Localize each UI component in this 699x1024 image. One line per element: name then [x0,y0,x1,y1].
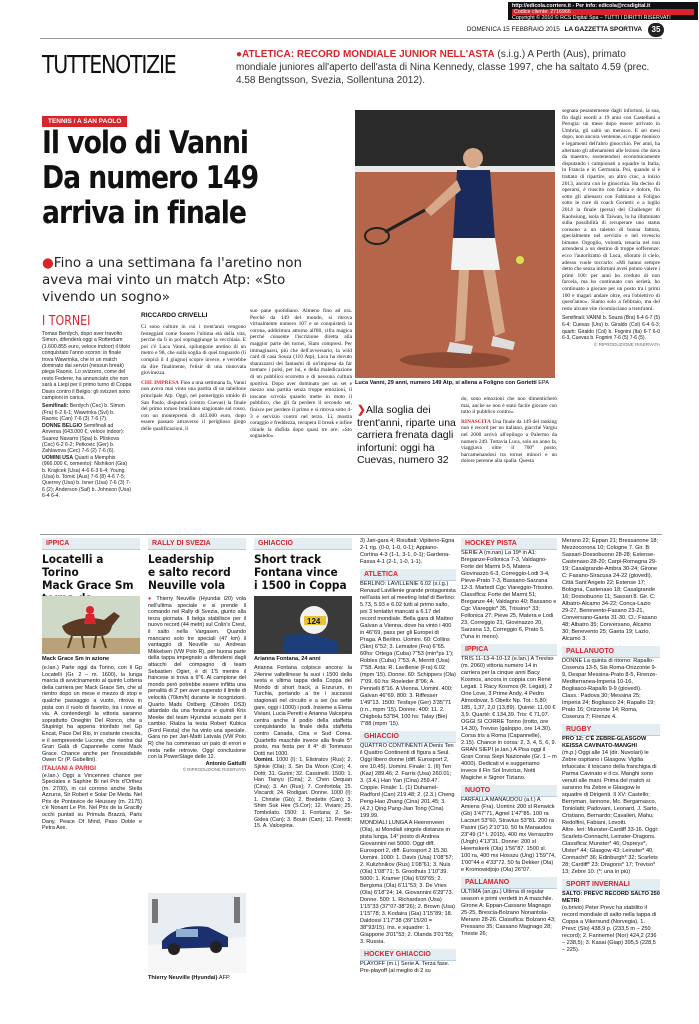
section-header-rally: RALLY DI SVEZIA [148,538,246,550]
brief-text: 3) Jari-gara 4; Risultati: Vipiteno-Egna 2-1 rig. (0-0, 1-0, 0-1); Appiano-Cortina 4-3 (1-1, 3-1, 0-1); Gardena-Fassa 4-1 (2-1, 1-0, 1-1). [360,538,455,565]
article-paragraph: (e.lan.) Parte oggi da Torino, con il Gp Locatelli (Gr. 2 – m. 1600), la lunga marcia di avvicinamento al quinto Lotteria della carriera per Mack Grace Sm, che al rientro dopo un mese e mezzo di stop e qualche passaggio a vuoto, ritrova in pista con il ruolo di favorito, tra i nove al via. A contendergli la vittoria saranno soprattutto Oneghin Del Ronco, che a Stupinigi ha appena trionfato nel Gp Encat, Pace Del Rio, in costante crescita, e il sempreverde Lucone, che rientra dal Gran Galà di Capannelle come Mack Grace. Chance anche per l'inossidabile Owen Cr (P. Gubellini). [42,665,142,764]
rights-notice: © RIPRODUZIONE RISERVATA [182,767,246,773]
article-title: Short track Fontana vince i 1500 in Coppa [254,552,347,592]
article-body [42,665,142,965]
sidebar-title: I TORNEI [42,314,91,329]
article-paragraph: suo pane quotidiano. Almeno fino ad ora. Perché da 149 del mondo, si ritrova virtualmente numero 107 e se conquisterà la corona, addirittura attorno all'80, cifra magica perché consente l'iscrizione diretta alla maggior parte dei tornei, Slam compresi. Per immaginarsi, più che dell'avversario, la wild card di casa Souza (110 Atp), Luca ha dovuto sbarazzarsi dei fantasmi di un'impresa da far tremare i polsi, per lui, e della maledicazione di un pubblico scorretto e di nessuna cultura sportiva. Dopo aver dominato per un set e mezzo una partita senza troppe emozioni, il toscano scivola quando mette in moto il pubblico, che gli fa perdere il secondo set, finisce per perdere il primo e si ritrova sotto 4-3 e servizio contro nel terzo. Lì, mostra coraggio e freddezza, recupera il break e infine chiude la disfida dopo quasi tre ore: «Sto sognando». [250,308,352,440]
section-header-nuoto: NUOTO [461,785,557,797]
client-code: Codice cliente: 2716966 [512,9,694,15]
article-title: Leadership e salto record Neuville vola [148,552,231,592]
photo-caption: Mack Grace Sm in azione [42,656,110,662]
copyright-url: http://edicola.corriere.it - Per info: edicola@rcsdigital.it [512,3,651,9]
skater-illustration [254,596,352,654]
photo-caption: Arianna Fontana, 24 anni [254,656,321,662]
rights-notice: © RIPRODUZIONE RISERVATA [593,341,660,347]
section-divider [40,534,662,535]
brief-text: (o.brivio) Peter Prevc ha stabilito il record mondiale di salto nella tappa di Coppa a Vikersund (Norvegia). 1. Prevc (Slo) 438,9 p. (233,5 m – 250 record); 2. Fannemel (Nor) 424,2 (236 – 238,5); 3. Kasai (Giap) 395,5 (228,5 – 225). [562,905,657,953]
subhead: RINASCITA [461,418,491,425]
article-paragraph: Arianna Fontana colpisce ancora: la 24enne valtellinese fa suoi i 1500 della sesta e ultima tappa della Coppa del Mondo di short track, a Erzurum, in Turchia, portando a tre i successi stagionali nel circuito e a sei (su sette gare, oggi i 1000) i podi. Insieme a Elena Viviani, Lucia Peretti e Arianna Valcepina centra anche il podio della staffetta conquistando la finale della staffetta contro Canada, Cina e Sud Corea. Quartetto maschile invece alla finale 5° posto, ma festa per il 4° di Tommaso Dotti nei 1000. [254,665,352,757]
results-text: Semifinali: VANNI b. Souza (Bra) 6-4 6-7 (5) 6-4; Cuevas (Uru) b. Giraldo (Col) 6-4 6-3; quarti: Giraldo (Col) b. Fognini (Ita) 6-7 6-0 6-3, Cuevas b. Fognini 7-6 (5) 7-6 (5). [562,315,660,342]
photo-credit: EPA [538,380,549,386]
dateline [462,26,642,33]
bullet-icon: ● [236,49,243,60]
flash-text: (s.i.g.) A Perth (Aus), primato mondiale juniores all'aperto dell'asta di Nina Kennedy, classe 1997, che ha saltato 4.59 (prec. 4.58 Bengtsson, Svezia, Sollentuna 2012). [236,49,650,86]
section-header-ghiaccio: GHIACCIO [360,731,456,743]
flash-news [236,48,660,87]
bullet-icon: ● [148,596,154,602]
standfirst: ●Fino a una settimana fa l'aretino non aveva mai vinto un match Atp: «Sto vivendo un sogno» [42,255,303,305]
photo-credit: AFP [218,975,230,981]
result-text: Quarti a Memphis (966.000 €, cemento): Nishikori (Gia) b. Krajicek (Usa) 4-6 6-3 6-4; Young (Usa) b. Tomic (Aus) 7-6 (8) 4-6 7-5; Querrey (Usa) b. Isner (Usa) 7-6 (3) 7-6 (2); Anderson (Saf) b. Johnson (Usa) 6-4 6-4. [42,454,132,500]
result-label: Semifinali: [42,403,69,410]
brief-headline: SALTO: PREVC RECORD SALTO 250 METRI [562,891,660,904]
subhead: ITALIANI A PARIGI [42,764,96,772]
article-paragraph: Ci sono culture in cui i trent'anni vengono festeggiati come fossero l'ultima età della vita, perché da lì in poi sopraggiunge la vecchiaia. E poi c'è Luca Vanni, spilungone aretino di un metro e 98, che sulla soglia di quel traguardo (li compirà il 4 giugno) scopre invece, e verrebbe da dire finalmente, l'elisir di una rinnovata giovinezza. [141,324,246,377]
result-label: DONNE BELGIO [42,422,83,429]
headline-line: Il volo di Vanni [42,125,249,161]
article-column-2 [250,308,352,532]
section-header-atletica: ATLETICA [360,569,456,581]
rally-car-illustration [148,893,246,973]
brief-text: SERIE A (m.nan) La 19ª in A1: Breganze-Follonica 7-3, Valdagno-Forte dei Marmi 9-5, Matera-Giovinazzo 6-3, Correggio-Lodi 3-4, Pieve-Prato 7-3, Bassano-Sarzana 12-3. Martedì Cgc Viareggio-Trissino. Classifica: Forte dei Marmi 51; Breganze 44; Valdagno 40; Bassano e Cgc Viareggio* 35, Trissino* 33; Follonica 27; Pieve 25, Matera e Lodi 23, Correggio 21, Giovinazzo 20, Sarzana 13, Correggio 6, Prato 5. (*una in meno). [461,550,557,640]
section-header-ghiaccio: GHIACCIO [254,538,352,550]
article-paragraph: segnata pesantemente dagli infortuni, la sua, fin dagli esordi a 19 anni con Castellani a Perugia: un mese dopo essere arrivato in Umbria, gli saltò un menisco. E sei mesi dopo, non ancora ventenne, si ruppe menisco e legamenti dell'altro ginocchio. Per anni, ha alternato gli allenamenti alle lezioni che dava da maestro, sostenendosi economicamente disputando i campionati a squadre in Italia, in Francia e in Germania. Poi, quando si è trattato di ripartire, un altro crac, a inizio 2013, ancora con le ginocchia. Ha deciso di operarsi, è riuscito con fatica e dolore, fin sotto gli alienarsi con Fabbiano a Foligno sotto le cure di coach Gorietti: e a luglio 2014 la finale (persa) del Challenger di Kaohsiung, isola di Taiwan, lo ha illuminato sulla possibilità di recuperare uno status consono a un talento di buona fattura, specialmente nel servizio e nel rovescio bimane. Orgoglio, volontà, tenacia nel non arrendersi a un destino di troppe sofferenze: ecco l'autoritratto di Luca, sfiorato il cielo, adesso vuole toccarlo: «Mi hanno sempre detto che senza infortuni avrei potuto valere i primi 100: per anni ho creduto di non farcela, ma ho continuato con serietà, ho continuato a giocare per un posto tra i primi 100 e magari andare oltre, era l'obiettivo di quest'anno». Siamo solo a febbraio, ma del resto alcune vite ricominciano a trent'anni. [562,108,660,312]
sidebar-text: Tomas Berdych, dopo aver travolto Simon, difenderà oggi a Rotterdam (1.600.855 euro, veloce indoor) il titolo conquistato l'anno scorso: in finale trova Wawrinka, che in un match dominato dai servizi (nessun break) piega Raonic. Lo svizzero, come del resto Federer, ha annunciato che non sarà a Liegi per il primo turno di Coppa Davis contro il Belgio: gli svizzeri sono campioni in carica. [42,331,132,402]
section-header-hockey-ghiaccio: HOCKEY GHIACCIO [360,949,456,961]
article-body [254,665,352,1020]
article-paragraph: do, sono emozioni che non dimenticherò mai, anche se non è stato facile giocare con tutto il pubblico contro». [461,396,557,416]
brief-text: PLAYOFF (m.i.) Serie A. Terza fase. Pre-playoff (al meglio di 2 su [360,961,450,974]
article-title: Locatelli a Torino Mack Grace Sm [42,552,134,592]
brief-text: BERLINO: LAVILLENIE 6.02 (s.i.g.) Renaud Lavillenie grande protagonista nell'asta ieri al meeting Istaf di Berlino: 5.73, 5.93 e 6.02 tutti al primo salto, poi 3 tentativi mancati a 6.17 del record mondiale. Bella gara di Matteo Galvan a Vienna, dove ha vinto i 400 in 46"69, pass per gli Europei di Praga. A Berlino. Uomini. 60: Collins (Skn) 6"52; 3. Lemaitre (Fra) 6"65. 60hs: Ortega (Cuba) 7"53 (min*ps 1'); Robles (Cuba) 7"53. A. Merritt (Usa) 7"58. Asta: R. Lavillenie (Fra) 6.02 (mpm '15). Donne. 60: Schippers (Ola) 7"09. 60 hs: Roeleder 8"06; A. Pennelli 8"16. A Vienna. Uomini. 400: Galvan 46"69. 800: 3. Riffesser 1'49"13. 1500: Tesfaye (Ger) 3'35"71 (r.n., mpm '15). Donne. 400: 11. 2. Chigbolu 53"84. 100 hs: Talay (Bie) 7"88 (mpm '15). [360,581,456,727]
rally-photo [148,893,246,973]
result-label: UOMINI USA [42,454,74,461]
article-column-1 [141,324,246,532]
bullet-icon: ● [42,255,54,271]
brief-text: DONNE La quinta di ritorno: Rapallo-Cosenza 13-5, Sis Roma-Orizzonte 9-9, Despar Messina-Prato 8-5, Firenze-Mediterranea-Imperia 10-16, Bogliasco-Rapallo 9-9 (giovedì). Class.: Padova 30; Messina 25; Imperia 24; Bogliasco 24; Rapallo 19; Prato 16; Orizzonte 14; Roma, Cosenza 7; Firenze 4. [562,658,658,720]
brief-text: QUATTRO CONTINENTI A Denis Ten il Quattro Continenti di figura a Seul. Oggi libero donne (diff. Eurosport 2, ore 10.45). Uomini. Finale: 1. (II) Ten (Kaz) 289.46; 2. Farris (Usa) 260.01; 3. (3.4.) Han Yan (Cina) 259.47. Coppie. Finale: 1. (1) Duhamel-Radford (Can) 219.48; 2. (2.3.) Cheng Peng-Hao Zhang (Cina) 201.45; 3. (4.2.) Qing Pang-Jian Tong (Cina) 199.99. MONDIALI LUNGA A Heerenveen (Ola), ai Mondiali singole distanze in pista lunga, 14° posto di Andrea Giovannini nei 5000. Oggi diff. Eurosport 2, diff. Eurosport 2 15.30. Uomini. 1000: 1. Davis (Usa) 1'08"57; 2. Kulizhnikov (Rus) 1'08"61; 3. Nuis (Ola) 1'08"71; 5. Groothuis 1'10"39. 5000: 1. Kramer (Ola) 6'09"65; 2. Bergsma (Ola) 6'11"53; 3. De Vries (Ola) 6'18"24; 14. Giovannini 6'29"73. Donne. 500: 1. Richardson (Usa) 1'15"33 (37"07-38"26); 2. Brown (Usa) 1'15"78; 3. Kodaira (Gia) 1'15"89; 18. Daldossi 1'17"38 (39"15/20 = 38"93/15). Ins. e squadre: 1. Giappone 3'01"53; 2. Olanda 3'01"55; 3. Russia. [360,743,456,945]
kicker: TENNIS / A SAN PAOLO [42,110,127,128]
horse-photo [42,596,140,654]
copyright-bar [508,2,698,20]
section-header-sport-invernali: SPORT INVERNALI [562,879,660,891]
headline-line: arriva in finale [42,195,246,231]
article-paragraph: Fino a una settimana fa, Vanni non aveva mai vinto una partita di un tabellone principale Atp. Oggi, nel pomeriggio umido di San Paolo, disputerà (contro Cuevas) la finale del primo torneo brasiliano stagionale sul rosso, con un montepremi di 443.000 euro, dopo essere passato attraverso il periglioso giogo delle qualificazioni, il [141,379,246,432]
svg-text:124: 124 [307,617,321,626]
horse-illustration [42,596,140,654]
copyright-text: Copyright © 2010 © RCS Digital Spa – TUTTI I DIRITTI RISERVATI [512,15,671,21]
tennis-player-illustration [355,110,555,378]
paper-name: LA GAZZETTA SPORTIVA [564,26,642,33]
briefs-column-2 [461,538,557,1024]
section-header-rugby: RUGBY [562,724,660,736]
article-body [148,596,246,892]
flash-label: ATLETICA: RECORD MONDIALE JUNIOR NELL'ASTA [242,49,495,60]
section-header-ippica: IPPICA [42,538,140,550]
quote-mark-icon: ❯ [357,404,366,416]
article-paragraph: Una finale da 149 del ranking non è record per un italiano, giacché Vargiu nel 2000 arrivò all'epilogo a Palermo da numero 249. Tuttavia Luca, solo un anno fa, viaggiava oltre il 700° posto, barcamenandosi tra tornei minori e un dolore perenne alla spalla. Questa [461,418,557,465]
sidebar-tornei [42,331,132,500]
result-label: Uomini. [254,757,274,764]
brief-text: Merano 22; Eppan 21; Bressanone 18; Mezzocorona 10; Cologne 7. Gir. B: Sassari-Dossobuono 28-28; Estense-Castenaso 28-20; Carpi-Romagna 29-19; Casalgrande-Ambra 30-24; Girone C: Fasano-Siracusa 24-22 (giovedì). Città Sant'Angelo 22; Estense 17; Bologna, Castenaso 18; Casalgrande 16; Dossobuono 11; Sassari 8. Gir. C: Albatro-Alcamo 34-22; Conca-Lazio 29-27, Benevento-Fasano 23-21, Conversano-Gaeta 31-30. Cl.: Fasano 48; Albatro 35; Conversano, Alcamo 30; Benevento 25; Gaeta 19; Lazio, Alcamo 3. [562,538,659,642]
article-column-4 [562,108,660,528]
headline [42,126,309,231]
photo-caption: Luca Vanni, 29 anni, numero 149 Atp, si allena a Foligno con Gorietti EPA [355,380,549,386]
section-header-ippica: IPPICA [461,644,557,656]
brief-text: FARFALLA MANAUDOU (a.f.) A Amiens (Fra). Uomini: 200 sl Renwick (Gb) 1'47"71, Agnel 1'47"85. 100 ra Lacourt 53"60, Stravius 53"81. 200 ra Pasini (Gr) 2'10"10. 50 fa Manaudou 23"49 (1° t. 2015). 400 mx Verrasztro (Ungh) 4'13"31. Donne: 200 sl Heemskerk (Ola) 1'56"87. 1500 sl. 100 ra, 400 mx Hosszu (Ung) 1'59"74, 1'00"44 e 4'33"72. 50 fa Dekker (Ola) e Kromowidjojo (Ola) 26"07. [461,797,556,873]
brief-text: ULTIMA (an.gu.) Ultima di regular season e primi verdetti in A maschile. Girone A: Eppan-Cassano Magnago 25-25, Brescia-Bolzano Nonantola-Merano 28-26. Classifica: Bolzano 43; Pressano 35; Cassano Magnago 28; Trieste 26; [461,889,556,937]
brief-text: TRIS 11-13-4-10-12 (e.lan.) A Treviso (m. 2060) vittoria numero 14 in carriera per la cinque anni Bacy Kosmos, ancora in coppia con René Legati. 1 Racy Kosmos (R. Legati), 2 One Love, 3 Prime Andy, 4 Pedro Almodovar, 5 Obelix Np. Tot.: 5,80; 185, 1,37, 2,0 (13,89). Quinté: 11,00 € 3,9. Quarté: € 134,39. Tris: € 71,07. OGGI SI CORRE Torino (trotto, ore 14.30), Treviso (galoppo, ore 14.30). Corsa tris a Roma (Capannelle), 2.15). Chance in corsa: 2, 3, 4, 5, 6, 9. GRAN SIEPI (e.lan.) A Pisa oggi il Gran Corsa Siepi Nazionale (Gr. 1 – m 4000). Dedicati vi e suggeriamo invece il Fin Sol Invictus, Notti Magiche e Signor Tiziano. [461,656,557,781]
subhead: CHE IMPRESA [141,379,179,386]
article-column-3 [461,396,557,532]
section-header-pallanuoto: PALLANUOTO [562,646,660,658]
issue-date: DOMENICA 15 FEBBRAIO 2015 [466,26,560,33]
result-text: Berdych (Cec) b. Simon (Fra) 6-2 6-1; Wawrinka (Svi) b. Raonic (Can) 7-6 (3) 7-6 (7). [42,403,125,423]
section-title: TUTTENOTIZIE [42,50,176,79]
pull-quote: ❯Alla soglia dei trent'anni, riparte una carriera frenata dagli infortuni: oggi ha Cuevas, numero 32 [357,404,456,466]
header-rule [40,38,662,39]
briefs-column-1 [360,538,456,1024]
article-paragraph: Thierry Neuville (Hyundai i20) vola nell'ultima speciale e si prende il comando nel Rally di Svezia, giunto alla terza giornata. Il belga stabilisce per il nuovo record (44 metri) sul Colin's Crest, il salto nella Vargasen. Quando mancano solo tre speciali (47 km) il vantaggio di Neuville su Andreas Mikkelsen (VW Polo R), per buona parte della tappa impegnato a difendersi dagli attacchi del compagno di team Sebastien Ogier, è di 1'5 mentre il francese si trova a 9"6. Al campione del mondo però potrebbe essere inflitta una penalità di 2' per aver superato il limite di velocità (70km/h) durante le ricognizioni. Quarto Mads Ostberg (Citroën DS3) attardato da una foratura e quindi Kris Meeke del team Hyundai scusato per il cambio. Rialza la testa Robert Kubica (Ford Fiesta) che ha vinto una speciale. Gara no per Jari-Matti Latvala (VW Polo R) che ha commesso un paio di errori e resta nelle retrovie. Oggi conclusione con la PowerStage delle 12. [148,596,246,761]
article-paragraph: (e.lan.) Oggi a Vincennes chance per Speciales e Saphire Bi nel Prix d'Orthez (m. 2700), in cui corrono anche Stella Azzurra, Sir Robert e Solar De Meda. Nel Prix de Pontavice de Heussey (m. 2175) c'è Nonant Le Pin. Nel Prix de la Gracilly occhi puntati su Primula Brazzà, Paris Dany, Peace Of Mind, Paso Doble e Petra Axe. [42,772,142,832]
headline-line: Da numero 149 [42,160,259,196]
section-header-hockey-pista: HOCKEY PISTA [461,538,557,550]
brief-text: (m.p.) Oggi alle 14 (dir. Nuvolari) le Zebre ospitano i Glasgow. Vigilia infuocata: il toscano della franchigia di Parma Cavinato e il cs. Manghi sono venuti alle mani. Prima del match si saranno fra Zebre e Glasgow le squadre di Dirigenti. Il XV: Castello; Berryman, Iannone, Mc. Bergamasco, Toniolatti; Padovani, Leonard, J. Sarto, Cristiano, Bernardo; Cavalieri, Mahu; Redolfini, Fabiani, Lovotti. Altre. Ieri: Munster-Cardiff 33-16. Oggi: Scarlets-Connacht, Leinster-Dragons. Classifica: Munster* 46; Ospreys*, Ulster* 44; Glasgow 43; Leinster* 40, Connacht* 36; Edinburgh* 32; Scarlets 28; Cardiff* 23; Dragons* 17; Treviso* 13; Zebre 10. (*: una in più) [562,750,659,875]
section-header-pallamano: PALLAMANO [461,877,557,889]
result-text: 1000 (I): 1. Elistratov (Rus); 2. Sjinkie (Ola); 3. Sin Da Woon (Cor); 4. Dotti; 31. Gurini; 32. Cassinelli. 1500: 1. Han Tianyu (Cina); 2. Chen Dequan (Cina); 3. An (Rus); 7. Confortola; 15. Viscardi; 24. Rodigari. Donne. 1000 (I): 1. Christie (Gb); 2. Bredette (Can); 3. Shim Suk Hee (S.Cor); 12. Viviani; 25. Tombolato. 1500: 1. Fontana; 2. Se-Gidea (Can); 3. Bouin (Can); 12. Peretti; 15. A. Valcepina. [254,757,352,830]
page-number: 35 [648,23,664,37]
result-text: Semifinali ad Anversa (643.000 €, veloce indoor): Suarez Navarro (Spa) b. Pliskova (Cec) 6-2 6-2; Petkovic (Ger) b. Zahlavova (Cec) 7-6 (2) 7-6 (6). [42,422,125,455]
briefs-column-3 [562,538,660,1024]
skater-photo [254,596,352,654]
brief-headline: PRO 12: C'È ZEBRE-GLASGOW KEISSA CAVINATO-MANGHI [562,736,647,749]
photo-caption: Thierry Neuville (Hyundai) AFP [148,975,230,981]
author: Antonio Gattulli [205,760,246,767]
byline: RICCARDO CRIVELLI [141,312,208,319]
tennis-photo [355,110,555,378]
